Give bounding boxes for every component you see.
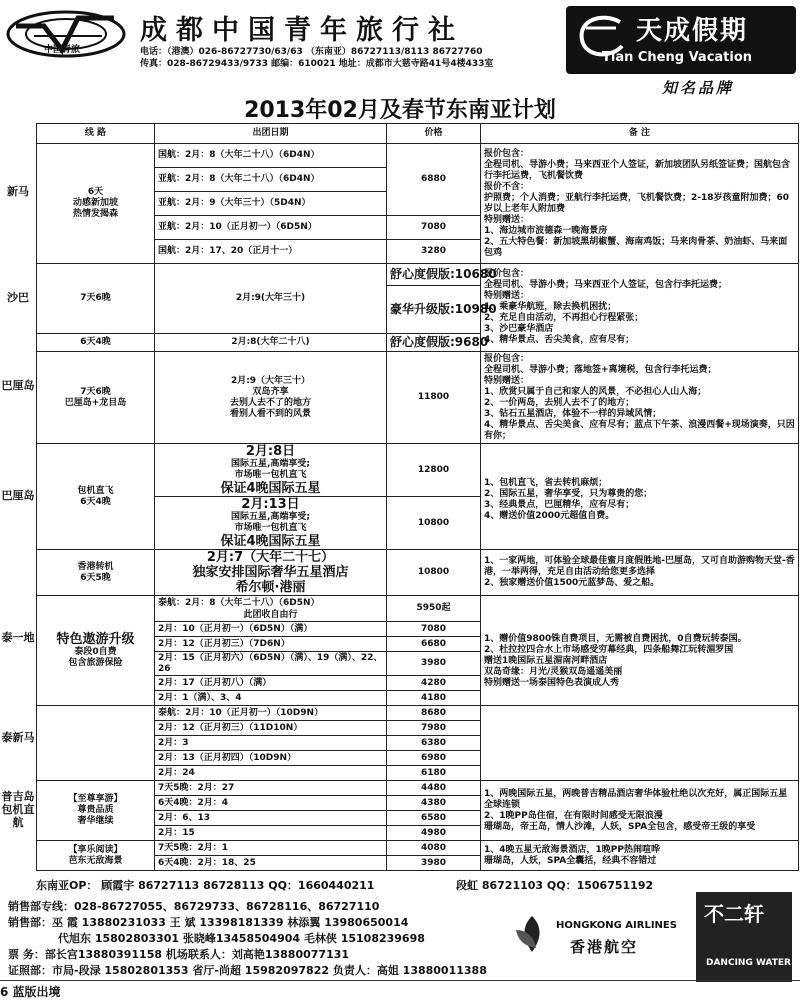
notes-text: 1、一家两地，可体验全球最佳蜜月度假胜地-巴厘岛，又可自助游购物天堂-香港，一举两得，充足自由活动给您更多选择 2、独家赠送价值1500元蓝梦岛、爱之船。 xyxy=(484,556,795,588)
price-cell: 11800 xyxy=(387,352,481,444)
price-cell: 5950起 xyxy=(387,596,481,622)
date-line: 国际五星,高端享受; xyxy=(230,459,311,469)
table-header-row xyxy=(37,124,799,144)
route-line: 奢华继续 xyxy=(77,816,114,826)
route-cell xyxy=(37,444,155,550)
price-cell: 7080 xyxy=(387,622,481,637)
route-line: 包含旅游保险 xyxy=(68,658,123,668)
route-line: 6天5晚 xyxy=(80,572,111,583)
route-cell xyxy=(37,144,155,264)
op-label: 东南亚OP： xyxy=(36,879,98,892)
price-cell: 6680 xyxy=(387,637,481,652)
route-line: 泰段0自费 xyxy=(74,647,117,657)
price-cell: 6880 xyxy=(387,144,481,216)
date-cell: 2月：15 xyxy=(155,826,387,841)
date-cell: 国航：2月：17、20（正月十一） xyxy=(155,240,387,264)
date-cell: 2月：1（满）、3、4 xyxy=(155,691,387,706)
route-cell xyxy=(37,706,155,781)
table-row xyxy=(37,444,799,497)
region-label-singapore: 新马 xyxy=(7,185,29,198)
date-line: 保证4晚国际五星 xyxy=(220,481,321,496)
price-cell: 6980 xyxy=(387,751,481,766)
airline-bauhinia-icon xyxy=(512,914,552,954)
date-cell: 6天4晚：2月：4 xyxy=(155,796,387,811)
date-cell: 2月：10（正月初一）（6D5N）（满） xyxy=(155,622,387,637)
date-cell: 国航：2月：8（大年二十八）（6D4N） xyxy=(155,144,387,168)
date-line: 2月:7（大年二十七） xyxy=(206,550,335,565)
phone-line: 电话：（港澳）026-86727730/63/63 （东南亚）86727113/8113 86727760 xyxy=(140,47,483,57)
notes-cell xyxy=(481,596,799,706)
date-line: 市场唯一包机直飞 xyxy=(234,523,307,533)
notes-text: 1、4晚五星无敌海景酒店，1晚PP热闹喧哗 珊瑚岛，人妖，SPA全囊括，经典不容错过 xyxy=(484,844,660,866)
route-cell xyxy=(37,841,155,871)
date-line: 独家安排国际奢华五星酒店 xyxy=(192,565,349,580)
route-line: 热情发揭森 xyxy=(72,209,118,219)
date-cell: 2月:8(大年二十八) xyxy=(155,334,387,352)
hand-line: 双岛齐享 xyxy=(252,386,289,397)
date-cell: 2月：15（正月初六）（6D5N）（满）、19（满）、22、26 xyxy=(155,652,387,676)
price-cell: 7080 xyxy=(387,216,481,240)
notes-text: 1、两晚国际五星，两晚普吉精品酒店奢华体验杜绝以次充好，属正国际五星全球连锁 2、1晚PP岛住宿，在有限时间感受无限浪漫 珊瑚岛，帝王岛，情人沙滩，人妖，SPA全包含，感受帝王级的享受 xyxy=(484,788,788,832)
airline-name-en: HONGKONG AIRLINES xyxy=(556,920,677,931)
table-row xyxy=(37,706,799,721)
brand-cn: 天成假期 xyxy=(636,16,749,46)
col-header-notes: 备 注 xyxy=(481,124,799,144)
price-cell: 8680 xyxy=(387,706,481,721)
date-cell xyxy=(155,444,387,497)
date-line: 2月:13日 xyxy=(241,497,300,512)
notes-cell xyxy=(481,550,799,596)
route-line: 芭东无敌海景 xyxy=(68,855,123,866)
footer-page-label: 6 蓝版出境 xyxy=(0,985,61,999)
date-line: 市场唯一包机直飞 xyxy=(234,470,307,480)
col-header-price: 价格 xyxy=(387,124,481,144)
date-cell: 亚航：2月：10（正月初一）（6D5N） xyxy=(155,216,387,240)
date-line: 保证4晚国际五星 xyxy=(220,534,321,549)
ad-title: 不二轩 xyxy=(704,902,764,926)
agency-name: 成都中国青年旅行社 xyxy=(140,15,464,46)
price-cell: 3980 xyxy=(387,652,481,676)
date-cell: 2月：6、13 xyxy=(155,811,387,826)
region-label-thaisg: 泰新马 xyxy=(1,731,35,744)
date-cell: 7天5晚：2月：27 xyxy=(155,781,387,796)
region-label-thai: 泰一地 xyxy=(1,631,35,644)
route-line: 【享乐阅读】 xyxy=(68,844,123,855)
notes-cell xyxy=(481,841,799,871)
date-cell-handwritten xyxy=(155,352,387,444)
price-cell: 10800 xyxy=(387,550,481,596)
price-cell: 3280 xyxy=(387,240,481,264)
schedule-table xyxy=(36,123,799,871)
notes-text: 报价包含： 全程司机、导游小费；落地签+离境税，包含行李托运费； 特别赠送： 1、欣赏只属于自己和家人的风景，不必担心人山人海； 2、一价两岛，去别人去不了的地方； 3、钻石五星酒店，体验不一样的异域风情； 4、精华景点、舌尖美食、应有尽有；蓝点下午茶、浪漫西餐+现场演奏，只因有你； xyxy=(484,353,795,441)
sales-line: 销售部专线：028-86727055、86729733、86728116、86727110 xyxy=(8,900,380,913)
route-line: 7天6晚 xyxy=(80,386,111,397)
header xyxy=(0,0,800,96)
price-cell: 3980 xyxy=(387,856,481,871)
region-label-phuket: 普吉岛包机直航 xyxy=(1,790,35,829)
route-cell xyxy=(37,352,155,444)
route-line: 6天 xyxy=(87,187,104,197)
sales-line: 票 务：部长宫13880391158 机场联系人：刘高艳13880077131 xyxy=(8,948,350,961)
route-line: 特色遨游升级 xyxy=(56,632,135,647)
date-cell: 7天5晚：2月：1 xyxy=(155,841,387,856)
price-cell: 6180 xyxy=(387,766,481,781)
sales-line: 代旭东 15802803301 张晓峰13458504904 毛林侠 15108239698 xyxy=(58,932,425,945)
table-row xyxy=(37,596,799,622)
date-line: 希尔顿·港丽 xyxy=(235,580,306,595)
date-cell: 2月：3 xyxy=(155,736,387,751)
op-contact-a: 顾霞宇 86727113 86728113 QQ：1660440211 xyxy=(101,879,375,892)
route-cell: 7天6晚 xyxy=(37,264,155,334)
price-cell: 4380 xyxy=(387,796,481,811)
region-label-bali1: 巴厘岛 xyxy=(1,379,35,392)
notes-text: 1、包机直飞，省去转机麻烦； 2、国际五星，奢华享受，只为尊贵的您； 3、经典景点，巴厘精华，应有尽有； 4、赠送价值2000元超值自费。 xyxy=(484,477,653,521)
date-cell: 亚航：2月：8（大年二十八）（6D4N） xyxy=(155,168,387,192)
price-cell: 舒心度假版:9680 xyxy=(387,334,481,352)
price-cell: 4980 xyxy=(387,826,481,841)
date-cell xyxy=(155,550,387,596)
date-line: 2月:8日 xyxy=(245,444,296,459)
sales-line: 销售部：巫 霞 13880231033 王 斌 13398181339 林添翼 13980650014 xyxy=(8,916,409,929)
price-cell: 4180 xyxy=(387,691,481,706)
notes-text: 报价包含： 全程司机、导游小费；马来西亚个人签证，包含行李托运费； 特别赠送： 1、乘豪华航班，除去换机困扰； 2、充足自由活动，不再担心行程紧张； 3、沙巴豪华酒店 4、精华景点、舌尖美食，应有尽有； xyxy=(484,269,728,345)
route-line: 尊贵品质 xyxy=(77,805,114,815)
op-contact-b: 段虹 86721103 QQ：1506751192 xyxy=(456,879,654,892)
route-line: 【至尊享游】 xyxy=(68,794,123,804)
date-cell: 2月：24 xyxy=(155,766,387,781)
route-cell xyxy=(37,596,155,706)
hand-line: 看别人看不到的风景 xyxy=(229,408,311,419)
brand-en: Tian Cheng Vacation xyxy=(602,50,753,65)
table-row xyxy=(37,352,799,444)
date-cell: 2月:9(大年三十) xyxy=(155,264,387,334)
date-cell: 2月：17（正月初八）（满） xyxy=(155,676,387,691)
notes-cell xyxy=(481,264,799,352)
table-row xyxy=(37,550,799,596)
table-row xyxy=(37,781,799,796)
sales-line: 证照部：市局-段渌 15802801353 省厅-尚超 15982097822 负责人：高姐 13880011388 xyxy=(8,964,487,977)
op-contact-bar xyxy=(36,877,798,893)
route-line: 包机直飞 xyxy=(77,485,114,496)
notes-text: 报价包含： 全程司机、导游小费；马来西亚个人签证，新加坡团队另纸签证费；国航包含行李托运费，飞机餐饮费 报价不含： 护照费；个人消费；亚航行李托运费，飞机餐饮费；2-18岁孩童附加费；60岁以上老年人附加费 特别赠送： 1、海边城市波德森一晚海景房 2、五大特色餐：新加坡黑胡椒蟹、海南鸡饭；马来肉骨茶、奶油虾、马来面包鸡 xyxy=(484,148,791,258)
route-line: 6天4晚 xyxy=(80,496,111,507)
notes-cell xyxy=(481,781,799,841)
date-line: 泰航：2月：8（大年二十八）（6D5N） xyxy=(158,597,320,608)
price-cell: 12800 xyxy=(387,444,481,497)
date-cell xyxy=(155,497,387,550)
route-line: 巴厘岛+龙目岛 xyxy=(64,397,127,408)
route-line: 香港转机 xyxy=(77,561,114,572)
notes-cell xyxy=(481,444,799,550)
date-cell: 2月：12（正月初三）（7D6N） xyxy=(155,637,387,652)
notes-cell xyxy=(481,144,799,264)
route-line: 动感新加坡 xyxy=(72,198,118,208)
date-cell: 2月：13（正月初四）（10D9N） xyxy=(155,751,387,766)
price-cell: 舒心度假版:10680 xyxy=(387,264,481,286)
date-cell: 泰航：2月：10（正月初一）（10D9N） xyxy=(155,706,387,721)
price-cell: 4280 xyxy=(387,676,481,691)
date-line: 此团收自由行 xyxy=(243,609,298,620)
price-cell: 10800 xyxy=(387,497,481,550)
price-cell: 4480 xyxy=(387,781,481,796)
notes-text: 1、赠价值9800铢自费项目，无需被自费困扰，0自费玩转泰国。 2、杜拉拉四合水上市场感受穷幕经典，四条船舞江玩转湄罗国 赠送1晚国际五星湄南河畔酒店 双岛奇缘：月光/灵猴双岛遥遥美丽 特别赠送一场泰国特色表演成人秀 xyxy=(484,634,747,688)
price-cell: 6580 xyxy=(387,811,481,826)
date-line: 国际五星,高端享受; xyxy=(230,512,311,522)
date-cell: 6天4晚：2月：18、25 xyxy=(155,856,387,871)
date-cell xyxy=(155,596,387,622)
agency-logo xyxy=(4,6,128,62)
hand-line: 2月:9（大年三十） xyxy=(230,375,311,386)
price-cell: 豪华升级版:10980 xyxy=(387,286,481,334)
price-cell: 4080 xyxy=(387,841,481,856)
route-cell: 6天4晚 xyxy=(37,334,155,352)
col-header-route: 线 路 xyxy=(37,124,155,144)
col-header-dates: 出团日期 xyxy=(155,124,387,144)
dancing-water-ad xyxy=(696,892,792,982)
footer-divider xyxy=(0,980,800,981)
price-cell: 6380 xyxy=(387,736,481,751)
hand-line: 去别人去不了的地方 xyxy=(229,397,311,408)
region-label-bali2: 巴厘岛 xyxy=(1,489,35,502)
route-cell xyxy=(37,550,155,596)
airline-name-cn: 香港航空 xyxy=(570,938,639,956)
fax-line: 传真：028-86729433/9733 邮编：610021 地址：成都市大慈寺路41号4楼433室 xyxy=(140,59,494,69)
page-title: 2013年02月及春节东南亚计划 xyxy=(244,98,556,123)
price-cell: 7980 xyxy=(387,721,481,736)
notes-cell xyxy=(481,706,799,781)
logo-text: 中国青旅 xyxy=(44,45,81,55)
hongkong-airlines-logo xyxy=(512,896,688,976)
brand-box xyxy=(566,6,796,74)
date-cell: 2月：12（正月初三）（11D10N） xyxy=(155,721,387,736)
route-cell xyxy=(37,781,155,841)
ad-subtitle: DANCING WATER xyxy=(706,958,791,968)
date-cell: 亚航：2月：9（大年三十）（5D4N） xyxy=(155,192,387,216)
slogan: 知名品牌 xyxy=(662,79,735,97)
table-row xyxy=(37,144,799,168)
region-label-sabah: 沙巴 xyxy=(7,291,29,304)
notes-cell xyxy=(481,352,799,444)
table-row xyxy=(37,841,799,856)
table-row xyxy=(37,264,799,286)
